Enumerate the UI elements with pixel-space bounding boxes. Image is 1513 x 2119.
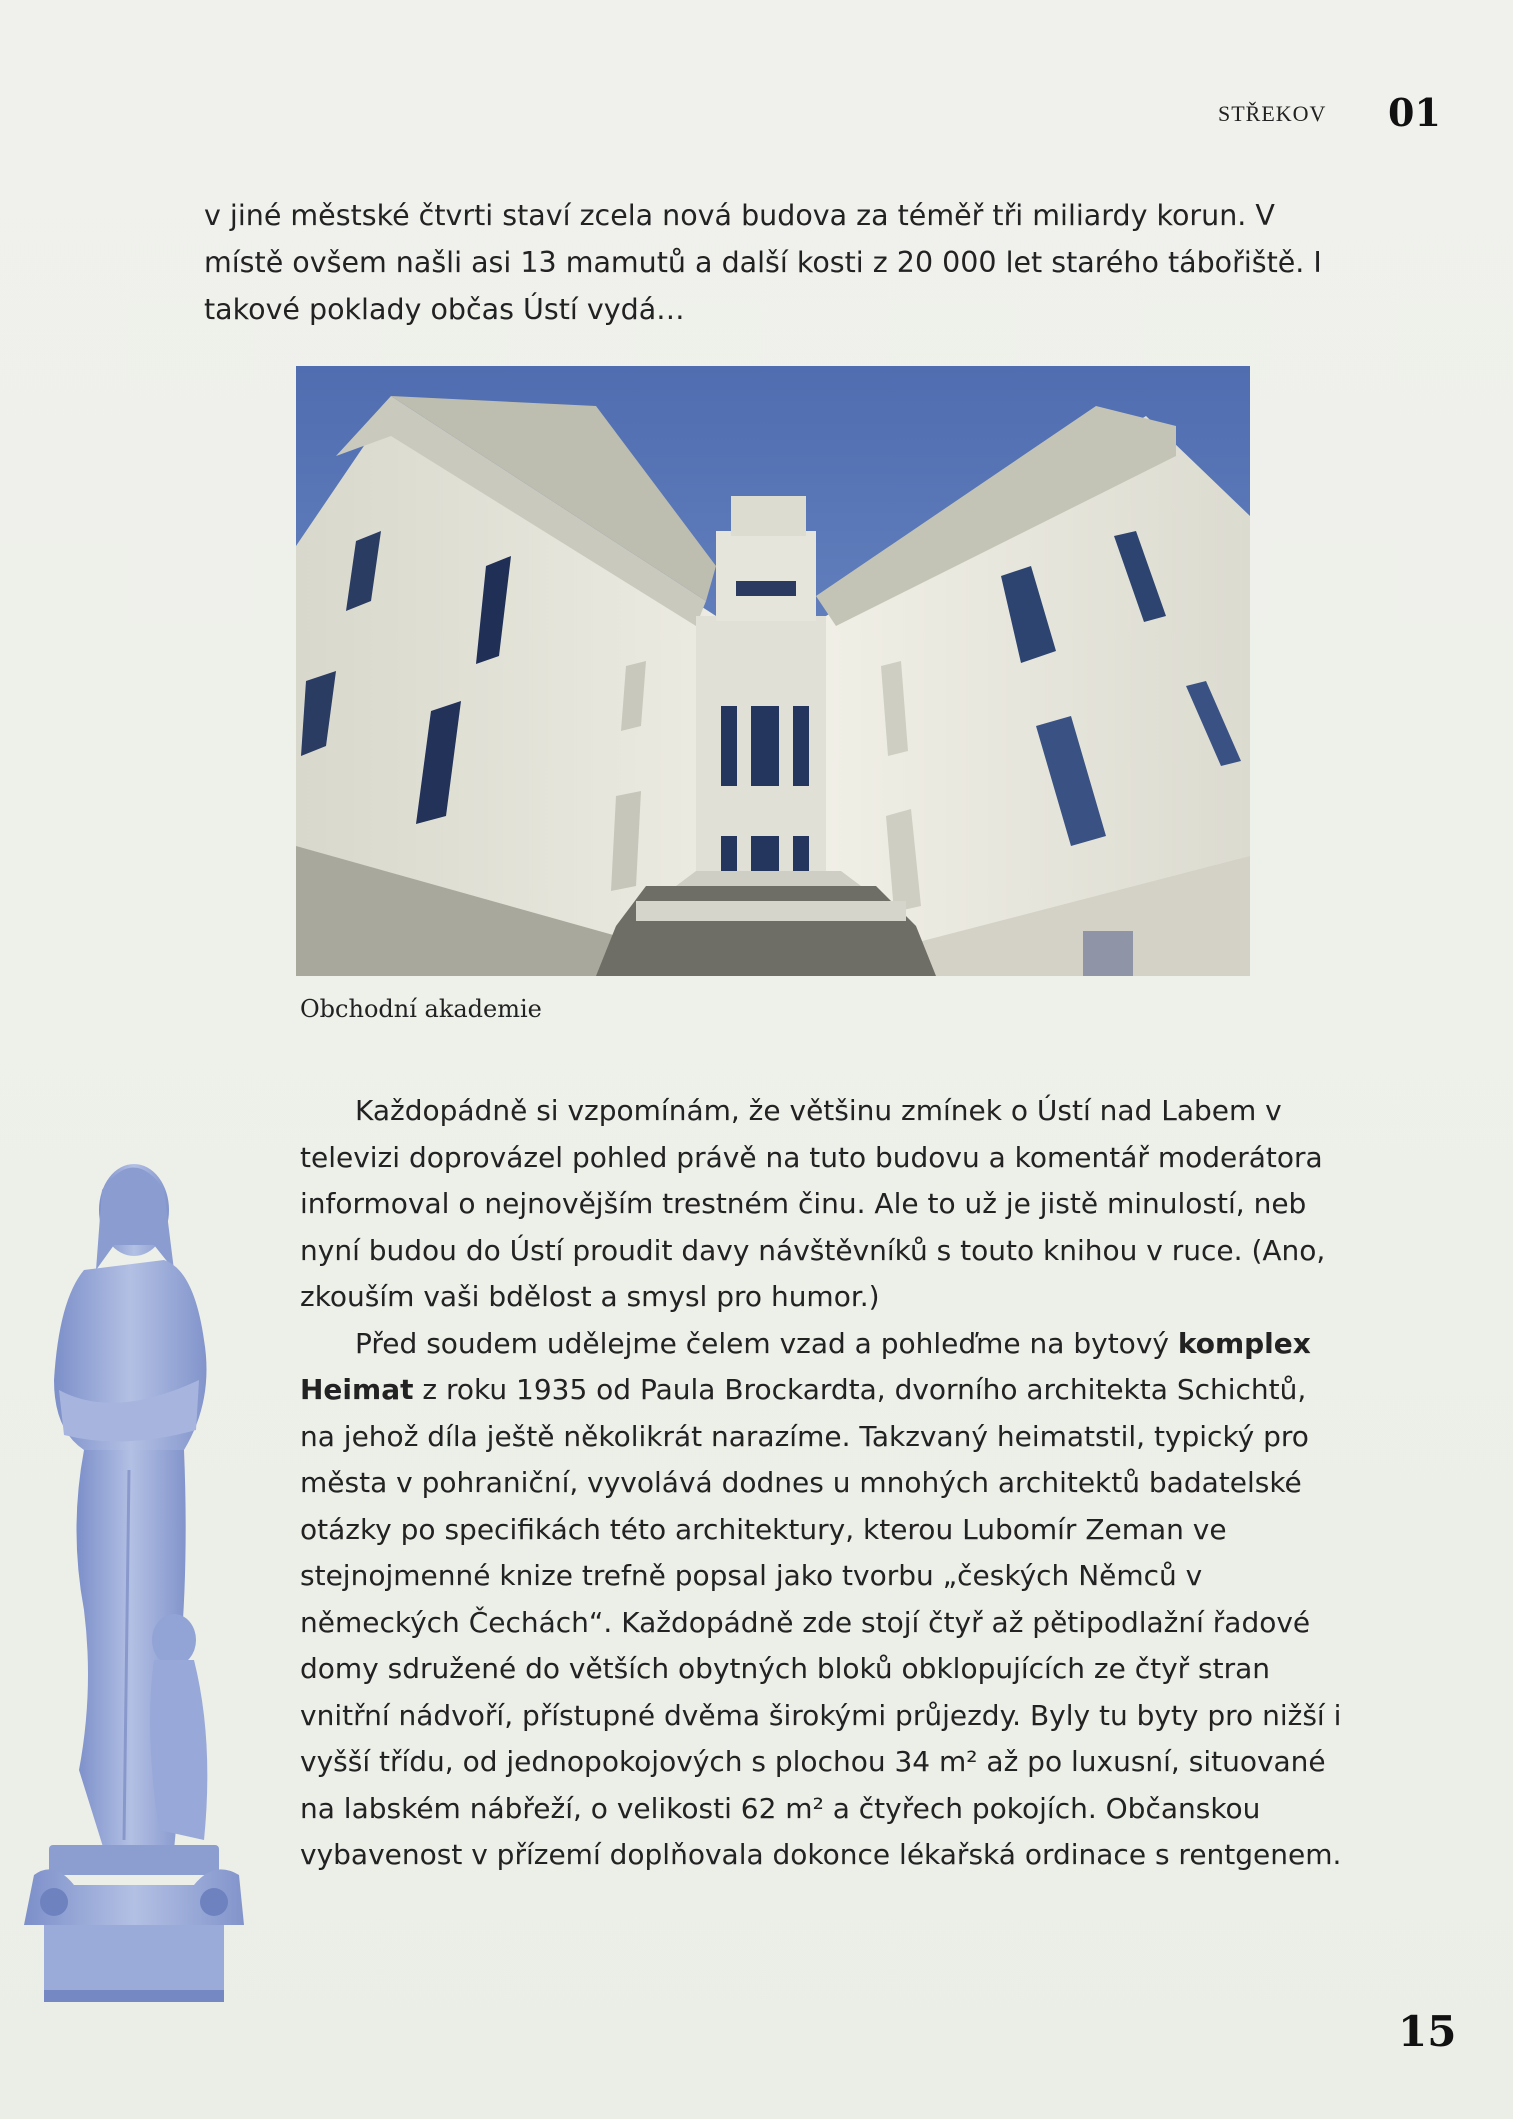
- intro-paragraph: v jiné městské čtvrti staví zcela nová budova za téměř tři miliardy korun. V místě ovšem našli asi 13 mamutů a další kosti z 20 000 let starého tábořiště. I takové poklady občas Ústí vydá…: [204, 199, 1322, 326]
- chapter-name: STŘEKOV: [1218, 101, 1327, 126]
- page-header: [0, 90, 1513, 135]
- paragraph-2-rest: z roku 1935 od Paula Brockardta, dvorního architekta Schichtů, na jehož díla ještě několikrát narazíme. Takzvaný heimatstil, typický pro města v pohraniční, vyvolává dodnes u mnohých architektů badatelské otázky po specifikách této architektury, kterou Lubomír Zeman ve stejnojmenné knize trefně popsal jako tvorbu „českých Němců v německých Čechách“. Každopádně zde stojí čtyř až pětipodlažní řadové domy sdružené do větších obytných bloků obklopujících ze čtyř stran vnitřní nádvoří, přístupné dvěma širokými průjezdy. Byly tu byty pro nižší i vyšší třídu, od jednopokojových s plochou 34 m² až po luxusní, situované na labském nábřeží, o velikosti 62 m² a čtyřech pokojích. Občanskou vybavenost v přízemí doplňovala dokonce lékařská ordinace s rentgenem.: [300, 1373, 1342, 1871]
- komplex-heimat-term: komplex Heimat: [300, 1326, 1311, 1406]
- body-text: [300, 1088, 1350, 1879]
- statue-illustration: [14, 1150, 254, 2010]
- photo-caption: Obchodní akademie: [300, 995, 542, 1023]
- paragraph-2-start: Před soudem udělejme čelem vzad a pohleďme na bytový: [355, 1326, 1178, 1360]
- paragraph-1: Každopádně si vzpomínám, že většinu zmínek o Ústí nad Labem v televizi doprovázel pohled právě na tuto budovu a komentář moderátora informoval o nejnovějším trestném činu. Ale to už je jistě minulostí, neb nyní budou do Ústí proudit davy návštěvníků s touto knihou v ruce. (Ano, zkouším vaši bdělost a smysl pro humor.): [300, 1094, 1326, 1313]
- building-photo: [296, 366, 1250, 976]
- page-number: 15: [1398, 2007, 1457, 2056]
- chapter-number: 01: [1388, 90, 1441, 135]
- paragraph-2: [300, 1321, 1350, 1879]
